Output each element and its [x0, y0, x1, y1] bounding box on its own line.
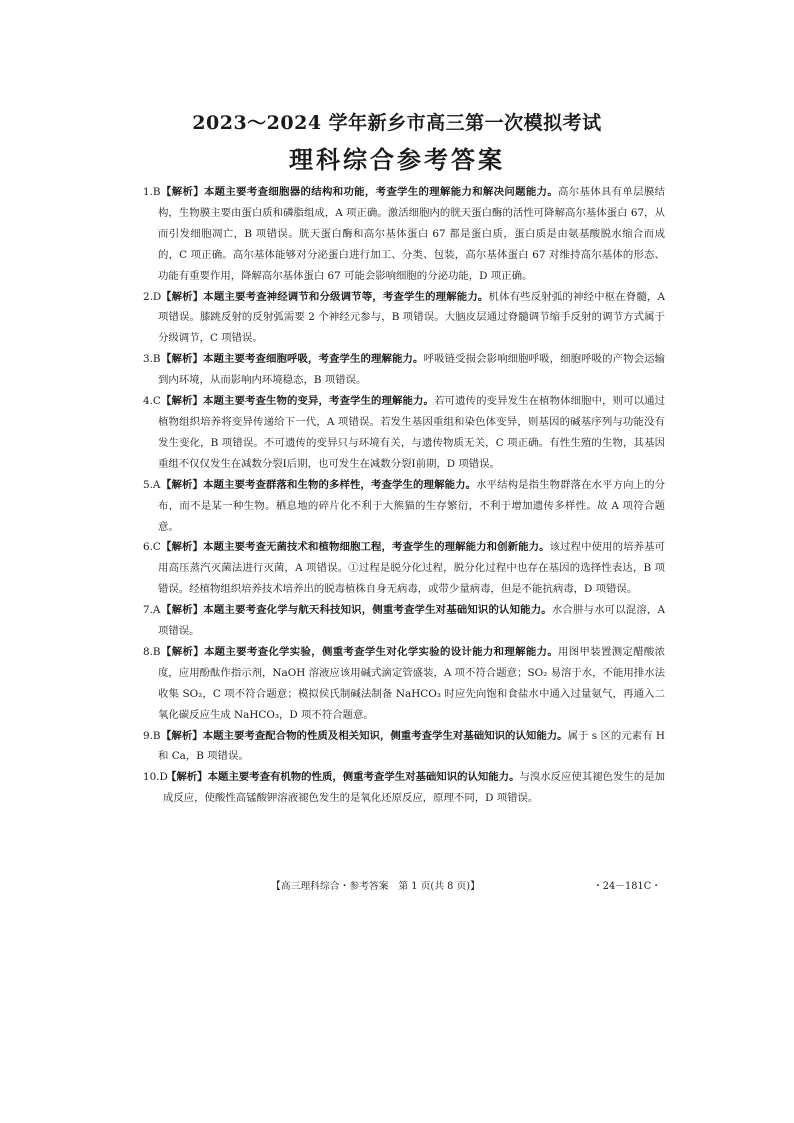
answer-item-4: [143, 391, 665, 475]
analysis-tag: 【解析】: [161, 729, 203, 742]
answer-list: [143, 182, 665, 809]
answer-text: 若可遗传的变异发生在植物体细胞中，则可以通过植物组织培养将变异传递给下一代，A 项错误。若发生基因重组和染色体变异，则基因的碱基序列与功能没有发生变化，B 项错误。不可遗传的变异只与环境有关，与遗传物质无关，C 项正确。有性生殖的生物，其基因重组不仅仅发生在减数分裂Ⅰ后期，也可发生在减数分裂Ⅰ前期，D 项错误。: [158, 395, 666, 470]
exam-title: 2023～2024 学年新乡市高三第一次模拟考试: [192, 112, 602, 134]
answer-number: 5.A: [143, 478, 161, 491]
answer-topic: 本题主要考查生物的变异，考查学生的理解能力。: [203, 395, 435, 408]
answer-item-2: [143, 287, 665, 350]
answer-topic: 本题主要考查有机物的性质，侧重考查学生对基础知识的认知能力。: [207, 771, 520, 784]
analysis-tag: 【解析】: [161, 645, 204, 658]
footer-page-info: 【高三理科综合・参考答案 第 1 页(共 8 页)】: [271, 881, 480, 892]
answer-topic: 本题主要考查配合物的性质及相关知识，侧重考查学生对基础知识的认知能力。: [202, 729, 568, 742]
answer-text: 水合肼与水可以混溶，A 项错误。: [158, 604, 665, 638]
answer-number: 10.D: [143, 771, 168, 784]
answer-topic: 本题主要考查神经调节和分级调节等，考查学生的理解能力。: [203, 290, 489, 303]
answer-number: 4.C: [143, 395, 161, 408]
answer-item-5: [143, 475, 665, 538]
answer-item-6: [143, 537, 665, 600]
answer-topic: 本题主要考查化学实验，侧重考查学生对化学实验的设计能力和理解能力。: [203, 645, 559, 658]
analysis-tag: 【解析】: [161, 353, 204, 366]
answer-item-9: [143, 726, 665, 768]
answer-item-10: [143, 767, 665, 809]
analysis-tag: 【解析】: [161, 290, 204, 303]
analysis-tag: 【解析】: [161, 604, 204, 617]
answer-text: 用图甲装置测定醋酸浓度，应用酚酞作指示剂，NaOH 溶液应该用碱式滴定管盛装，A 项不符合题意；SO₂ 易溶于水，不能用排水法收集 SO₂，C 项不符合题意；模拟侯氏制碱法制备 NaHCO₃ 时应先向饱和食盐水中通入过量氨气，再通入二氧化碳反应生成 NaHCO₃，D 项不符合题意。: [158, 645, 666, 721]
answer-item-8: [143, 642, 665, 726]
analysis-tag: 【解析】: [161, 186, 204, 198]
answer-topic: 本题主要考查群落和生物的多样性，考查学生的理解能力。: [203, 478, 477, 491]
answer-topic: 本题主要考查细胞呼吸，考查学生的理解能力。: [203, 353, 424, 366]
answer-text: 该过程中使用的培养基可用高压蒸汽灭菌法进行灭菌，A 项错误。①过程是脱分化过程，脱分化过程中也存在基因的选择性表达，B 项错误。经植物组织培养技术培养出的脱毒植株自身无病毒，或带少量病毒，但是不能抗病毒，D 项错误。: [158, 541, 666, 596]
analysis-tag: 【解析】: [166, 771, 208, 784]
answer-text: 高尔基体具有单层膜结构，生物膜主要由蛋白质和磷脂组成，A 项正确。激活细胞内的胱天蛋白酶的活性可降解高尔基体蛋白 67，从而引发细胞凋亡，B 项错误。胱天蛋白酶和高尔基体蛋白 67 都是蛋白质，蛋白质是由氨基酸脱水缩合而成的，C 项正确。高尔基体能够对分泌蛋白进行加工、分类、包装，高尔基体蛋白 67 对维持高尔基体的形态、功能有重要作用，降解高尔基体蛋白 67 可能会影响细胞的分泌功能，D 项正确。: [158, 186, 666, 282]
answer-item-7: [143, 600, 665, 642]
answer-number: 2.D: [143, 290, 162, 303]
answer-item-1: [143, 182, 665, 287]
answer-topic: 本题主要考查细胞器的结构和功能，考查学生的理解能力和解决问题能力。: [203, 186, 559, 198]
answer-number: 3.B: [143, 353, 161, 366]
answer-text: 呼吸链受损会影响细胞呼吸，细胞呼吸的产物会运输到内环境，从而影响内环境稳态，B 项错误。: [158, 353, 666, 387]
answer-number: 8.B: [143, 645, 161, 658]
answer-number: 9.B: [143, 729, 161, 742]
answer-key-title: 理科综合参考答案: [289, 145, 505, 174]
answer-number: 7.A: [143, 604, 161, 617]
analysis-tag: 【解析】: [161, 541, 204, 554]
answer-item-3: [143, 349, 665, 391]
answer-topic: 本题主要考查无菌技术和植物细胞工程，考查学生的理解能力和创新能力。: [203, 541, 550, 554]
answer-text: 属于 s 区的元素有 H 和 Ca，B 项错误。: [158, 729, 665, 763]
answer-number: 6.C: [143, 541, 161, 554]
page-footer: [143, 878, 665, 894]
footer-paper-code: ・24－181C・: [592, 881, 661, 892]
analysis-tag: 【解析】: [161, 478, 204, 491]
answer-text: 与溴水反应使其褪色发生的是加成反应，使酸性高锰酸钾溶液褪色发生的是氧化还原反应，原理不同，D 项错误。: [163, 771, 666, 805]
answer-topic: 本题主要考查化学与航天科技知识，侧重考查学生对基础知识的认知能力。: [203, 604, 552, 617]
answer-number: 1.B: [143, 186, 161, 198]
answer-text: 机体有些反射弧的神经中枢在脊髓，A 项错误。膝跳反射的反射弧需要 2 个神经元参与，B 项错误。大脑皮层通过脊髓调节缩手反射的调节方式属于分级调节，C 项错误。: [158, 290, 666, 345]
answer-text: 水平结构是指生物群落在水平方向上的分布，而不是某一种生物。栖息地的碎片化不利于大熊猫的生存繁衍，不利于增加遗传多样性。故 A 项符合题意。: [158, 478, 666, 533]
analysis-tag: 【解析】: [161, 395, 204, 408]
